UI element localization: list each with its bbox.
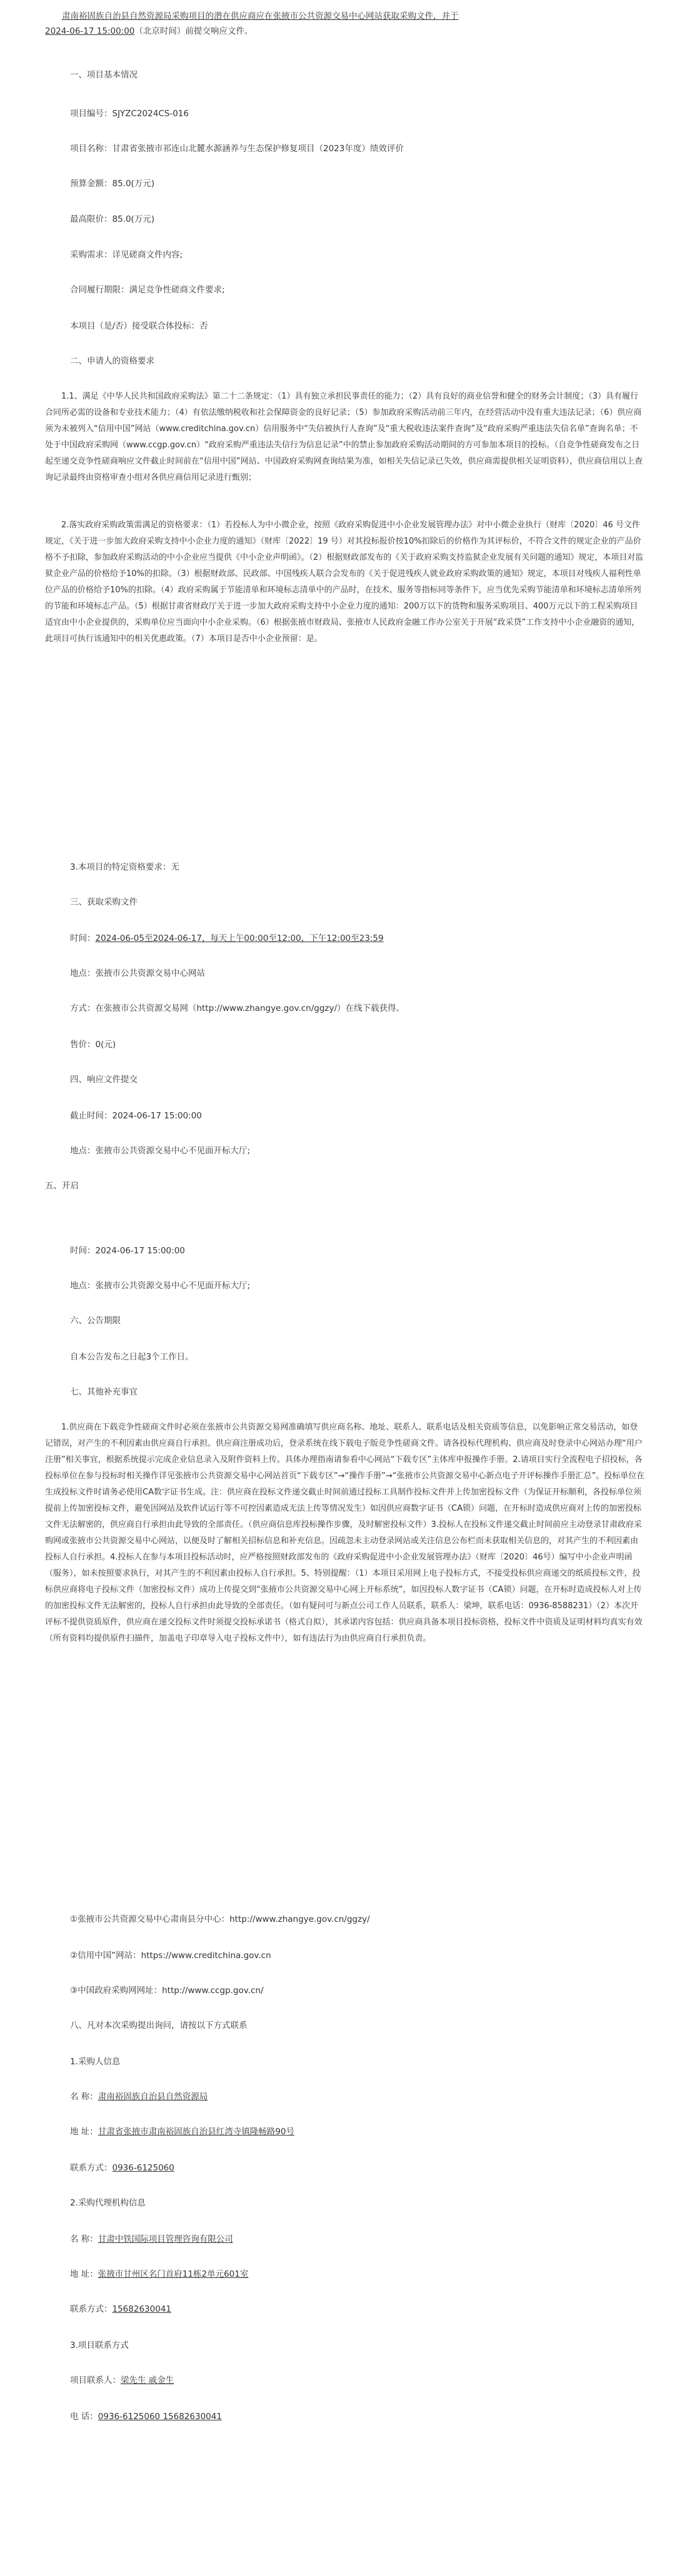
max-price: 最高限价：85.0(万元) — [70, 214, 155, 224]
project-contact-phone-label: 电 话： — [70, 2412, 98, 2422]
obtain-time — [45, 931, 670, 946]
agency-info-title: 2.采购代理机构信息 — [70, 2198, 146, 2208]
project-name: 项目名称：甘肃省张掖市祁连山北麓水源涵养与生态保护修复项目（2023年度）绩效评价 — [70, 144, 404, 154]
project-contact-phone — [45, 2409, 670, 2424]
intro-date: 2024-06-17 15:00:00 — [45, 26, 135, 36]
project-contact-person-label: 项目联系人： — [70, 2375, 121, 2385]
submit-place: 地点：张掖市公共资源交易中心不见面开标大厅; — [70, 1146, 251, 1156]
purchaser-name-label: 名 称： — [70, 2092, 98, 2102]
notice-period: 自本公告发布之日起3个工作日。 — [70, 1352, 194, 1362]
purchaser-address-label: 地 址： — [70, 2127, 98, 2137]
intro-line: 肃南裕固族自治县自然资源局采购项目的潜在供应商应在张掖市公共资源交易中心网站获取采购文件，并于 — [62, 11, 459, 21]
project-code: 项目编号：SJYZC2024CS-016 — [70, 109, 189, 119]
purchaser-name-value: 肃南裕固族自治县自然资源局 — [98, 2092, 208, 2102]
section-5-heading: 五、开启 — [45, 1181, 79, 1191]
intro-tail: （北京时间）前提交响应文件。 — [134, 26, 253, 36]
section-1-heading: 一、项目基本情况 — [70, 70, 138, 80]
section-7-heading: 七、其他补充事宜 — [70, 1387, 138, 1397]
project-contact-person-value: 梁先生 戚金生 — [121, 2375, 174, 2385]
budget-amount: 预算金额：85.0(万元) — [70, 179, 155, 189]
procurement-need: 采购需求：详见磋商文件内容; — [70, 250, 183, 260]
opening-time: 时间：2024-06-17 15:00:00 — [70, 1246, 185, 1256]
section-8-heading: 八、凡对本次采购提出询问，请按以下方式联系 — [70, 2021, 248, 2031]
purchaser-info-title: 1.采购人信息 — [70, 2057, 121, 2067]
purchaser-address — [45, 2124, 670, 2139]
project-contact-phone-value: 0936-6125060 15682630041 — [98, 2412, 222, 2422]
obtain-price: 售价：0(元) — [70, 1040, 116, 1050]
link-creditchina[interactable]: ②信用中国”网站：https://www.creditchina.gov.cn — [70, 1951, 271, 1961]
project-contact-title: 3.项目联系方式 — [70, 2340, 129, 2350]
qualification-specific: 3.本项目的特定资格要求：无 — [70, 862, 179, 872]
link-zhangye-ggzy[interactable]: ①张掖市公共资源交易中心肃南县分中心：http://www.zhangye.gov.cn/ggzy/ — [70, 1914, 370, 1924]
submit-deadline: 截止时间：2024-06-17 15:00:00 — [70, 1111, 202, 1121]
contract-period: 合同履行期限：满足竞争性磋商文件要求; — [70, 285, 225, 295]
obtain-time-value: 2024-06-05至2024-06-17，每天上午00:00至12:00，下午12:00至23:59 — [95, 933, 384, 943]
qualification-paragraph-2: 2.落实政府采购政策需满足的资格要求：（1）若投标人为中小微企业，按照《政府采购促进中小企业发展管理办法》对中小微企业执行（财库〔2020〕46 号文件规定，《关于进一步加大政府采购支持中小企业力度的通知》（财库〔2022〕19 号）对其投标报价按10%扣除后的价格作为其评标价，不符合文件的规定企业的产品价格不予扣除，参加政府采购活动的中小企业应当提供《中小企业声明函》。（2）根据财政部发布的《关于政府采购支持监狱企业发展有关问题的通知》规定，本项目对监狱企业产品的价格给予10%的扣除。（3）根据财政部、民政部、中国残疾人联合会发布的《关于促进残疾人就业政府采购政策的通知》规定，本项目对残疾人福利性单位产品的价格给予10%的扣除。（4）政府采购属于节能清单和环境标志清单中的产品时，在技术、服务等指标同等条件下，应当优先采购节能清单和环境标志清单所列的节能和环境标志产品。（5）根据甘肃省财政厅关于进一步加大政府采购支持中小企业力度的通知：200万以下的货物和服务采购项目、400万元以下的工程采购项目适宜由中小企业提供的，采购单位应当面向中小企业采购。（6）根据张掖市财政局、张掖市人民政府金融工作办公室关于开展“政采贷”工作支持中小企业融资的通知，此项目可执行该通知中的相关优惠政策。（7）本项目是否中小企业预留：是。 — [45, 520, 644, 644]
purchaser-contact-value: 0936-6125060 — [112, 2163, 174, 2173]
supplementary-paragraph: 1.供应商在下载竞争性磋商文件时必须在张掖市公共资源交易网准确填写供应商名称、地址、联系人、联系电话及相关资质等信息，以免影响正常交易活动，如登记错误，对产生的不利因素由供应商自行承担。供应商注册成功后，登录系统在线下载电子版竞争性磋商文件。请各投标代理机构、供应商及时登录中心网站办理“用户注册”相关事宜，根据系统提示完成企业信息录入及附件资料上传。具体办理指南请参看中心网站“下载专区”主体库申报操作手册。2.请项目实行全流程电子招投标，各投标单位在参与投标时相关操作详见张掖市公共资源交易中心网站首页“下载专区”→“操作手册”→“张掖市公共资源交易中心新点电子开评标操作手册汇总”。投标单位在生成投标文件时请务必使用CA数字证书生成。注：供应商在投标文件递交截止时间前通过投标工具制作投标文件并上传加密投标文件（为保证开标顺利，各投标单位须提前上传加密投标文件，避免因网站及软件试运行等不可控因素造成无法上传等情况发生）如因供应商数字证书（CA锁）问题，在开标时造成供应商对上传的加密投标文件无法解密的，供应商自行承担由此导致的全部责任。（供应商信息库投标操作步骤，及时解密投标文件）3.投标人在投标文件递交截止时间前应主动登录甘肃政府采购网或张掖市公共资源交易中心网站，以便及时了解相关招标信息和补充信息。因疏忽未主动登录网站或关注信息公布栏而未获取相关信息的，对其产生的不利因素由投标人自行承担。4.投标人在参与本项目投标活动时，应严格按照财政部发布的《政府采购促进中小企业发展管理办法》（财库〔2020〕46号）编写中小企业声明函（服务），如未按照要求执行，对其产生的不利因素由投标人自行承担。5、特别提醒：（1）本项目采用网上电子投标方式，不接受投标供应商递交的纸质投标文件，投标供应商将电子投标文件（加密投标文件）成功上传提交到“张掖市公共资源交易中心网上开标系统”，如因投标人数字证书（CA锁）问题，在开标时造成投标人对上传的加密投标文件无法解密的，投标人自行承担由此导致的全部责任。（如有疑问可与新点公司工作人员联系，联系人：梁坤，联系电话：0936-8588231）（2）本次开评标不提供资质原件，供应商在递交投标文件时须提交投标承诺书（格式自拟），其承诺内容包括：供应商具备本项目投标资格，投标文件中资质及证明材料均真实有效（所有资料均提供原件扫描件，加盖电子印章导入电子投标文件中），如有违法行为由供应商自行承担负责。 — [45, 1423, 645, 1643]
project-contact-person — [45, 2373, 670, 2388]
obtain-method: 方式：在张掖市公共资源交易网（http://www.zhangye.gov.cn/ggzy/）在线下载获得。 — [70, 1003, 405, 1013]
intro-paragraph — [45, 9, 645, 39]
consortium: 本项目（是/否）接受联合体投标：否 — [70, 321, 208, 331]
agency-name-value: 甘肃中铁国际项目管理咨询有限公司 — [98, 2234, 233, 2244]
agency-address — [45, 2267, 670, 2282]
agency-contact-value: 15682630041 — [112, 2304, 171, 2314]
agency-name-label: 名 称： — [70, 2234, 98, 2244]
purchaser-address-value: 甘肃省张掖市肃南裕固族自治县红湾寺镇隆畅路90号 — [98, 2127, 294, 2137]
opening-place: 地点：张掖市公共资源交易中心不见面开标大厅; — [70, 1281, 251, 1291]
section-6-heading: 六、公告期限 — [70, 1316, 121, 1326]
purchaser-contact — [45, 2161, 670, 2176]
purchaser-contact-label: 联系方式： — [70, 2163, 113, 2173]
link-ccgp[interactable]: ③中国政府采购网网址：http://www.ccgp.gov.cn/ — [70, 1986, 264, 1996]
section-2-heading: 二、申请人的资格要求 — [70, 356, 154, 366]
obtain-time-label: 时间： — [70, 933, 96, 943]
agency-contact-label: 联系方式： — [70, 2304, 113, 2314]
agency-name — [45, 2232, 670, 2247]
section-4-heading: 四、响应文件提交 — [70, 1075, 138, 1085]
section-3-heading: 三、获取采购文件 — [70, 897, 138, 907]
qualification-paragraph-1: 1.1、满足《中华人民共和国政府采购法》第二十二条规定：（1）具有独立承担民事责任的能力；（2）具有良好的商业信誉和健全的财务会计制度；（3）具有履行合同所必需的设备和专业技术能力；（4）有依法缴纳税收和社会保障资金的良好记录；（5）参加政府采购活动前三年内，在经营活动中没有重大违法记录；（6）供应商须为未被列入“信用中国”网站（www.creditchina.gov.cn）信用服务中“失信被执行人查询”及“重大税收违法案件查询”及“政府采购严重违法失信名单”查询名单；不处于中国政府采购网（www.ccgp.gov.cn）“政府采购严重违法失信行为信息记录”中的禁止参加政府采购活动期间的方可参加本项目的投标。（自竞争性磋商发布之日起至递交竞争性磋商响应文件截止时间前在“信用中国”网站、中国政府采购网查询结果为准，如相关失信记录已失效，供应商需提供相关证明资料），供应商信用以上查询记录最终由资格审查小组对各供应商信用记录进行甄别； — [45, 392, 643, 482]
agency-contact — [45, 2302, 670, 2317]
obtain-place: 地点：张掖市公共资源交易中心网站 — [70, 968, 205, 978]
agency-address-value: 张掖市甘州区名门首府11栋2单元601室 — [98, 2269, 249, 2279]
purchaser-name — [45, 2089, 670, 2104]
agency-address-label: 地 址： — [70, 2269, 98, 2279]
